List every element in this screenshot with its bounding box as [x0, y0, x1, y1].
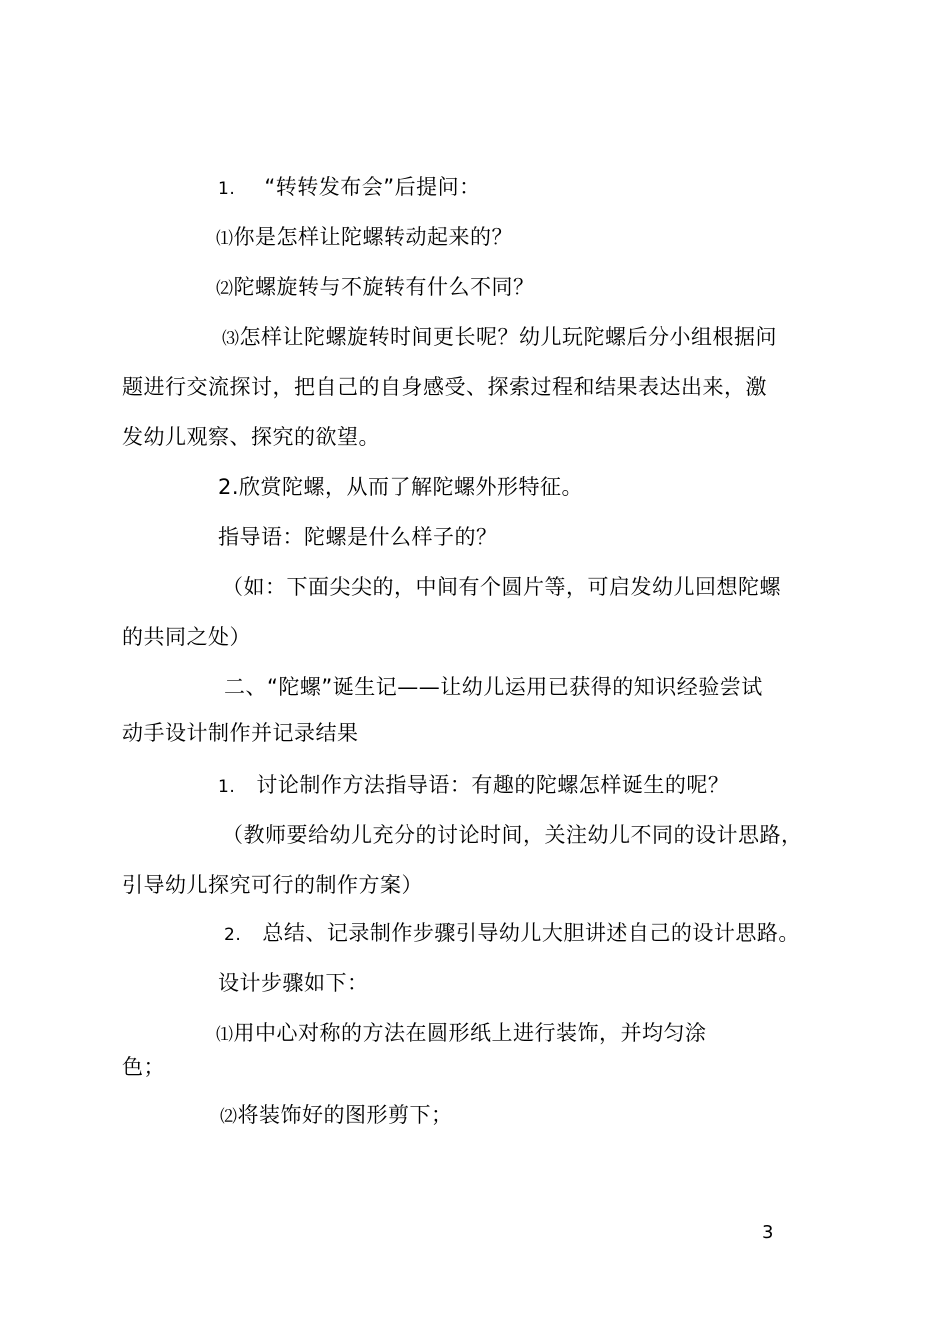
question-3-line-3: 发幼儿观察、探究的欲望。 — [122, 425, 380, 449]
hint-line-1: （如：下面尖尖的，中间有个圆片等，可启发幼儿回想陀螺 — [222, 575, 781, 599]
steps-title: 设计步骤如下： — [218, 971, 369, 995]
section1-item2: 2.欣赏陀螺，从而了解陀螺外形特征。 — [218, 475, 584, 499]
step-1-line-1 — [216, 1020, 707, 1048]
question-text: 怎样让陀螺旋转时间更长呢？幼儿玩陀螺后分小组根据问 — [239, 325, 777, 349]
item-number: 1. — [218, 777, 236, 797]
hint-line-2: 的共同之处） — [122, 625, 251, 649]
guide-question: 指导语：陀螺是什么样子的？ — [218, 525, 498, 549]
section2-heading-line-2: 动手设计制作并记录结果 — [122, 721, 359, 745]
question-2 — [216, 274, 535, 302]
item-text: “转转发布会”后提问： — [264, 175, 481, 199]
step-text: 将装饰好的图形剪下； — [237, 1103, 453, 1127]
page-number: 3 — [762, 1222, 774, 1243]
question-3-line-2: 题进行交流探讨，把自己的自身感受、探索过程和结果表达出来，激 — [122, 375, 767, 399]
section1-item1 — [218, 174, 481, 202]
section2-heading-line-1: 二、“陀螺”诞生记——让幼儿运用已获得的知识经验尝试 — [224, 675, 763, 699]
section2-item1 — [218, 772, 729, 800]
item-number: 2. — [224, 925, 242, 945]
item-number: 1. — [218, 179, 236, 199]
note-line-2: 引导幼儿探究可行的制作方案） — [122, 873, 423, 897]
section2-item2 — [224, 920, 800, 948]
question-3-line-1 — [222, 324, 777, 352]
item-text: 总结、记录制作步骤引导幼儿大胆讲述自己的设计思路。 — [262, 921, 800, 945]
question-number: ⑴ — [216, 229, 234, 249]
question-text: 你是怎样让陀螺转动起来的？ — [233, 225, 513, 249]
step-1-line-2: 色； — [122, 1055, 165, 1079]
step-text: 用中心对称的方法在圆形纸上进行装饰，并均匀涂 — [233, 1021, 707, 1045]
question-1 — [216, 224, 513, 252]
question-number: ⑶ — [222, 329, 240, 349]
step-number: ⑵ — [220, 1107, 238, 1127]
note-line-1: （教师要给幼儿充分的讨论时间，关注幼儿不同的设计思路， — [222, 823, 803, 847]
step-2 — [220, 1102, 453, 1130]
step-number: ⑴ — [216, 1025, 234, 1045]
question-text: 陀螺旋转与不旋转有什么不同？ — [233, 275, 535, 299]
question-number: ⑵ — [216, 279, 234, 299]
item-text: 讨论制作方法指导语：有趣的陀螺怎样诞生的呢？ — [256, 773, 730, 797]
